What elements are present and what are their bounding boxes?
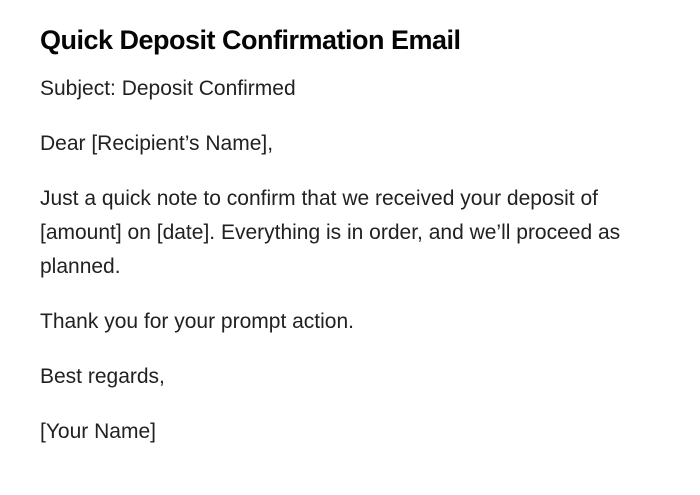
email-body-paragraph: Just a quick note to confirm that we received your deposit of [amount] on [date]. Everything is in order, and we’ll proceed as planned. [40,187,621,278]
email-thank-you-line: Thank you for your prompt action. [40,310,354,333]
document-title: Quick Deposit Confirmation Email [40,25,461,55]
email-greeting: Dear [Recipient’s Name], [40,132,274,155]
email-signoff: Best regards, [40,365,165,388]
email-subject-line: Subject: Deposit Confirmed [40,77,296,100]
email-signature-placeholder: [Your Name] [40,420,156,443]
